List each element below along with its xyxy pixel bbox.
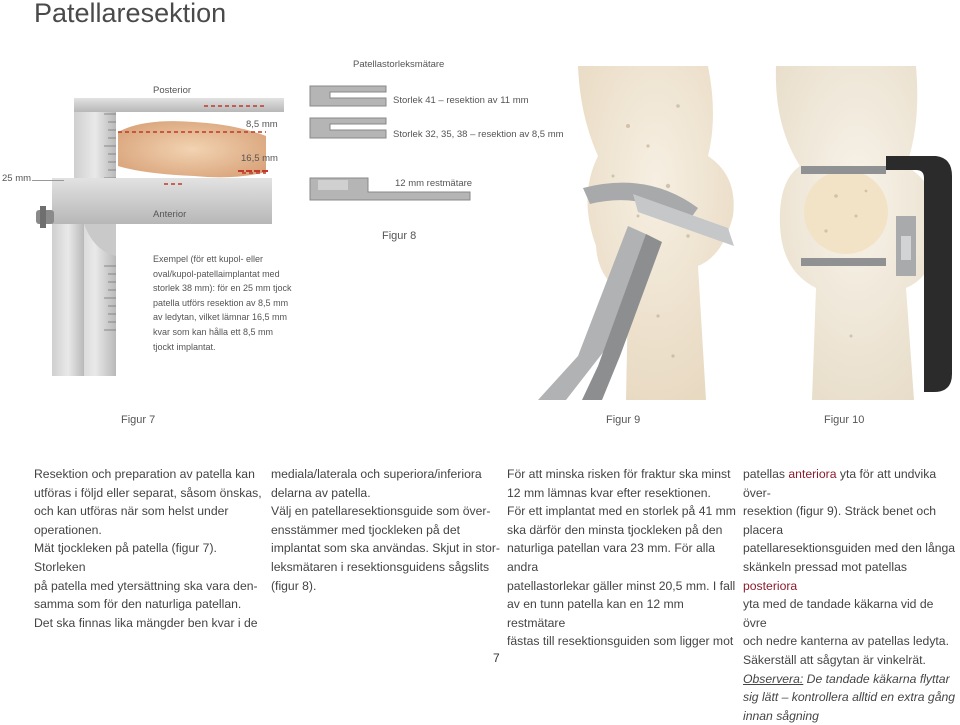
caption-line: tjockt implantat. xyxy=(153,341,216,352)
text-column-1 xyxy=(34,465,264,632)
text-line: av en tunn patella kan en 12 mm restmätare xyxy=(507,597,684,630)
posterior-label: Posterior xyxy=(153,85,192,96)
text-line: och kan utföras när som helst under xyxy=(34,504,229,519)
text-line: Välj en patellaresektionsguide som över- xyxy=(271,504,491,519)
text-line: ensstämmer med tjockleken på det xyxy=(271,522,460,537)
text-column-2 xyxy=(271,465,501,595)
gauge-row-2-label: Storlek 32, 35, 38 – resektion av 8,5 mm xyxy=(393,129,564,140)
caption-line: kvar som kan hålla ett 8,5 mm xyxy=(153,326,274,337)
text-line: fästas till resektionsguiden som ligger mot xyxy=(507,634,734,649)
text-line: (figur 8). xyxy=(271,578,317,593)
dimension-16-5-dash xyxy=(238,170,268,172)
caption-line: Exempel (för ett kupol- eller xyxy=(153,254,264,264)
text-line: Säkerställ att sågytan är vinkelrät. xyxy=(743,652,926,667)
dimension-25-line xyxy=(32,180,64,181)
figure-7-caption xyxy=(153,252,293,354)
text-line: samma som för den naturliga patellan. xyxy=(34,597,242,612)
text-line: yta med de tandade käkarna vid de övre xyxy=(743,597,934,630)
figure-9-knee-photo xyxy=(538,66,754,400)
figure-10-label: Figur 10 xyxy=(824,414,865,426)
text-line: ska därför den minsta tjockleken på den xyxy=(507,522,723,537)
text-line: naturliga patellan vara 23 mm. För alla andra xyxy=(507,541,715,574)
page-title: Patellaresektion xyxy=(34,0,227,28)
text-line: Det ska finnas lika mängder ben kvar i de xyxy=(34,615,258,630)
text-line: delarna av patella. xyxy=(271,485,371,500)
figure-7-label: Figur 7 xyxy=(121,414,156,426)
text-fragment: patellas xyxy=(743,467,789,481)
text-line: patellaresektionsguiden med den långa xyxy=(743,541,956,556)
page-number: 7 xyxy=(493,651,500,665)
text-column-4 xyxy=(743,465,960,725)
caption-line: storlek 38 mm): för en 25 mm tjock xyxy=(153,283,292,294)
note-line xyxy=(743,670,960,689)
text-line: och nedre kanterna av patellas ledyta. xyxy=(743,634,949,649)
caption-line: oval/kupol-patellaimplantat med xyxy=(153,268,280,279)
text-line: leksmätaren i resektionsguidens sågslits xyxy=(271,559,490,574)
anterior-label: Anterior xyxy=(153,209,187,220)
dimension-8-5-label: 8,5 mm xyxy=(246,119,278,130)
text-line xyxy=(743,558,960,595)
text-fragment: yta för att undvika över- xyxy=(743,467,937,500)
text-line: För att minska risken för fraktur ska minst xyxy=(507,467,731,481)
note-label: Observera: xyxy=(743,671,804,686)
text-line: operationen. xyxy=(34,522,102,537)
text-line: Resektion och preparation av patella kan xyxy=(34,467,255,481)
text-line: Mät tjockleken på patella (figur 7). Storleken xyxy=(34,541,217,574)
note-line: sig lätt – kontrollera alltid en extra gång xyxy=(743,690,956,705)
anteriora-highlight: anteriora xyxy=(788,467,837,481)
text-line: implantat som ska användas. Skjut in stor- xyxy=(271,541,500,556)
sizing-gauge-row-2 xyxy=(308,116,388,140)
text-fragment: skänkeln pressad mot patellas xyxy=(743,559,907,574)
text-fragment: De tandade käkarna flyttar xyxy=(803,671,950,686)
dimension-25-label: 25 mm xyxy=(2,173,32,184)
gauge-row-1-label: Storlek 41 – resektion av 11 mm xyxy=(393,95,529,106)
figure-9-label: Figur 9 xyxy=(606,414,641,426)
posteriora-highlight: posteriora xyxy=(743,578,798,593)
text-column-3 xyxy=(507,465,739,651)
sizing-gauge-row-1 xyxy=(308,84,388,108)
text-line xyxy=(743,465,960,502)
text-line: För ett implantat med en storlek på 41 mm xyxy=(507,504,736,519)
figure-8-heading: Patellastorleksmätare xyxy=(353,59,445,70)
text-line: på patella med ytersättning ska vara den- xyxy=(34,578,258,593)
figure-8-label: Figur 8 xyxy=(382,230,417,242)
caption-line: patella utförs resektion av 8,5 mm xyxy=(153,297,289,308)
text-line: patellastorlekar gäller minst 20,5 mm. I fall xyxy=(507,578,736,593)
text-line: 12 mm lämnas kvar efter resektionen. xyxy=(507,485,711,500)
note-line: innan sågning xyxy=(743,708,819,723)
dimension-16-5-label: 16,5 mm xyxy=(241,153,278,164)
gauge-row-3-label: 12 mm restmätare xyxy=(395,178,473,189)
text-line: resektion (figur 9). Sträck benet och placera xyxy=(743,504,937,537)
figure-10-knee-photo xyxy=(756,66,960,400)
caption-line: av ledytan, vilket lämnar 16,5 mm xyxy=(153,312,288,323)
text-line: utföras i följd eller separat, såsom önskas, xyxy=(34,485,262,500)
text-line: mediala/laterala och superiora/inferiora xyxy=(271,467,482,481)
